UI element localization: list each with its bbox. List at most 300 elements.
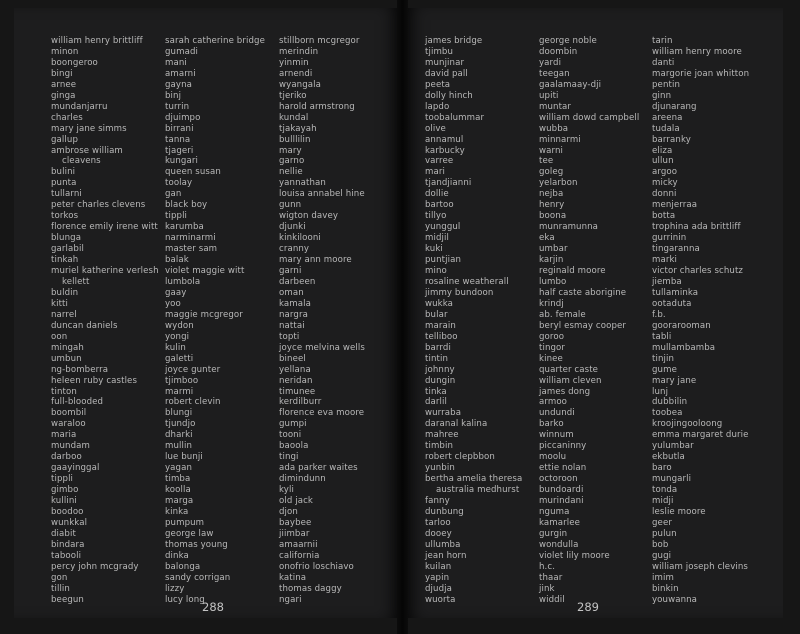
name-column [539, 36, 639, 606]
name-entry: goroo [539, 331, 565, 342]
name-entry: nejba [539, 189, 564, 200]
name-entry: ab. female [539, 309, 586, 320]
name-entry: toobea [652, 408, 683, 419]
name-entry: yapin [425, 572, 450, 583]
name-entry: onofrio loschiavo [279, 561, 354, 572]
name-entry: gon [51, 572, 68, 583]
name-column [165, 36, 265, 606]
name-entry: cranny [279, 244, 310, 255]
name-entry: william dowd campbell [539, 112, 640, 123]
name-entry: goleg [539, 167, 564, 178]
name-entry: koolla [165, 485, 191, 496]
name-entry: boongeroo [51, 57, 98, 68]
name-entry: darlil [425, 397, 448, 408]
name-entry: tinton [51, 386, 77, 397]
name-entry: old jack [279, 496, 313, 507]
name-entry: djunki [279, 222, 306, 233]
name-entry: half caste aborigine [539, 287, 627, 298]
name-entry: wuorta [425, 594, 456, 605]
name-entry: tippli [51, 474, 74, 485]
name-entry: marain [425, 320, 456, 331]
name-entry: menjerraa [652, 200, 698, 211]
name-entry: ekbutla [652, 452, 685, 463]
name-entry: kundal [279, 112, 309, 123]
name-entry: tee [539, 156, 554, 167]
name-entry: midji [652, 496, 674, 507]
name-entry: daranal kalina [425, 419, 488, 430]
name-entry: bular [425, 309, 448, 320]
name-entry: tillyo [425, 211, 447, 222]
name-entry: mari [425, 167, 445, 178]
name-entry: gurrinin [652, 233, 687, 244]
name-entry: baro [652, 463, 672, 474]
name-entry: argoo [652, 167, 678, 178]
name-entry: tullarni [51, 189, 82, 200]
name-entry: eliza [652, 145, 673, 156]
name-entry: bulllilin [279, 134, 311, 145]
name-entry: joyce gunter [165, 364, 221, 375]
name-entry: binkin [652, 583, 679, 594]
name-entry: gimbo [51, 485, 79, 496]
name-entry: djon [279, 506, 298, 517]
name-entry: kitti [51, 298, 68, 309]
name-entry: piccaninny [539, 441, 587, 452]
name-entry: violet lily moore [539, 550, 610, 561]
name-entry: dubbilin [652, 397, 688, 408]
name-entry: australia medhurst [436, 485, 520, 496]
name-entry: lapdo [425, 101, 450, 112]
name-entry: botta [652, 211, 676, 222]
name-entry: bingi [51, 68, 73, 79]
name-entry: heleen ruby castles [51, 375, 138, 386]
name-entry: thomas daggy [279, 583, 342, 594]
name-entry: yunbin [425, 463, 455, 474]
name-entry: james dong [539, 386, 591, 397]
name-entry: william henry brittliff [51, 36, 143, 46]
name-entry: upiti [539, 90, 559, 101]
name-entry: gumpi [279, 419, 307, 430]
name-entry: minnarmi [539, 134, 581, 145]
name-entry: fanny [425, 496, 450, 507]
name-entry: jiemba [652, 276, 682, 287]
name-entry: peter charles clevens [51, 200, 146, 211]
name-entry: jimmy bundoon [425, 287, 494, 298]
name-entry: harold armstrong [279, 101, 355, 112]
name-entry: leslie moore [652, 506, 706, 517]
name-entry: mary jane simms [51, 123, 127, 134]
name-entry: lunj [652, 386, 669, 397]
page-number: 288 [202, 600, 224, 614]
right-page [405, 8, 783, 618]
name-entry: bertha amelia theresa [425, 474, 523, 485]
name-entry: gume [652, 364, 677, 375]
name-entry: beegun [51, 594, 84, 605]
name-entry: arnee [51, 79, 77, 90]
name-entry: garlabil [51, 244, 84, 255]
name-entry: tudala [652, 123, 680, 134]
name-entry: tullaminka [652, 287, 699, 298]
name-entry: wurraba [425, 408, 462, 419]
name-entry: olive [425, 123, 446, 134]
name-entry: rosaline weatherall [425, 276, 509, 287]
name-entry: ngari [279, 594, 302, 605]
name-entry: tillin [51, 583, 70, 594]
name-entry: wyangala [279, 79, 322, 90]
name-entry: darboo [51, 452, 82, 463]
name-entry: katina [279, 572, 307, 583]
name-entry: micky [652, 178, 678, 189]
name-entry: topti [279, 331, 300, 342]
name-entry: jean horn [425, 550, 467, 561]
name-entry: oman [279, 287, 304, 298]
name-entry: bulini [51, 167, 76, 178]
name-entry: winnum [539, 430, 574, 441]
name-entry: blungi [165, 408, 193, 419]
name-entry: lucy long [165, 594, 205, 605]
page-number: 289 [577, 600, 599, 614]
name-entry: tanna [165, 134, 191, 145]
name-entry: yongi [165, 331, 190, 342]
name-entry: tjundjo [165, 419, 196, 430]
name-entry: jink [539, 583, 555, 594]
name-entry: mungarli [652, 474, 692, 485]
name-entry: wubba [539, 123, 569, 134]
name-entry: tingor [539, 342, 566, 353]
name-entry: djunarang [652, 101, 697, 112]
name-entry: tjimbu [425, 46, 454, 57]
name-entry: telliboo [425, 331, 458, 342]
name-entry: octoroon [539, 474, 578, 485]
name-entry: dimindunn [279, 474, 326, 485]
name-entry: puntjian [425, 255, 462, 266]
name-entry: widdil [539, 594, 565, 605]
name-entry: kellett [62, 276, 90, 287]
name-entry: imim [652, 572, 674, 583]
name-entry: balak [165, 255, 189, 266]
name-entry: gaalamaay-dji [539, 79, 602, 90]
name-entry: tinka [425, 386, 447, 397]
name-entry: nellie [279, 167, 303, 178]
name-entry: pulun [652, 528, 677, 539]
name-entry: munjinar [425, 57, 465, 68]
name-entry: yunggul [425, 222, 461, 233]
name-entry: maggie mcgregor [165, 309, 243, 320]
name-entry: bindara [51, 539, 85, 550]
name-entry: ullun [652, 156, 674, 167]
name-entry: tinkah [51, 255, 79, 266]
name-entry: johnny [425, 364, 455, 375]
name-entry: ootaduta [652, 298, 692, 309]
name-entry: balonga [165, 561, 201, 572]
name-entry: blunga [51, 233, 82, 244]
name-entry: binj [165, 90, 182, 101]
name-entry: narminarmi [165, 233, 216, 244]
name-entry: nargra [279, 309, 308, 320]
name-entry: pumpum [165, 517, 205, 528]
book-gutter [397, 0, 408, 634]
name-entry: dungin [425, 375, 456, 386]
name-entry: florence eva moore [279, 408, 365, 419]
name-entry: kinka [165, 506, 189, 517]
name-entry: mary [279, 145, 302, 156]
name-entry: kungari [165, 156, 198, 167]
name-entry: gaay [165, 287, 187, 298]
name-entry: victor charles schutz [652, 266, 744, 277]
name-entry: galetti [165, 353, 194, 364]
name-entry: full-blooded [51, 397, 104, 408]
name-entry: oon [51, 331, 68, 342]
name-entry: kuilan [425, 561, 452, 572]
name-entry: tingaranna [652, 244, 700, 255]
name-entry: dinka [165, 550, 189, 561]
name-entry: bob [652, 539, 669, 550]
name-entry: george noble [539, 36, 597, 46]
name-entry: neridan [279, 375, 313, 386]
name-entry: geer [652, 517, 672, 528]
name-entry: marga [165, 496, 194, 507]
name-entry: gayna [165, 79, 193, 90]
name-entry: djuimpo [165, 112, 201, 123]
name-entry: goorarooman [652, 320, 711, 331]
name-entry: louisa annabel hine [279, 189, 365, 200]
name-entry: lizzy [165, 583, 185, 594]
name-entry: mary jane [652, 375, 697, 386]
name-entry: william joseph clevins [652, 561, 748, 572]
name-entry: toolay [165, 178, 193, 189]
name-entry: h.c. [539, 561, 556, 572]
name-entry: timbin [425, 441, 454, 452]
name-entry: tooni [279, 430, 302, 441]
name-entry: mingah [51, 342, 84, 353]
name-entry: jiimbar [279, 528, 310, 539]
name-entry: yardi [539, 57, 562, 68]
name-entry: djudja [425, 583, 452, 594]
name-entry: dunbung [425, 506, 464, 517]
name-entry: tarin [652, 36, 673, 46]
name-entry: tjeriko [279, 90, 307, 101]
name-entry: doombin [539, 46, 578, 57]
name-entry: yinmin [279, 57, 309, 68]
name-entry: f.b. [652, 309, 666, 320]
name-column [51, 36, 159, 606]
name-entry: mary ann moore [279, 255, 352, 266]
name-entry: eka [539, 233, 555, 244]
name-entry: wigton davey [279, 211, 339, 222]
name-entry: sarah catherine bridge [165, 36, 265, 46]
name-entry: buldin [51, 287, 79, 298]
name-entry: gaayinggal [51, 463, 100, 474]
name-entry: armoo [539, 397, 568, 408]
name-column [279, 36, 365, 606]
name-entry: amaarnii [279, 539, 318, 550]
name-entry: nattai [279, 320, 305, 331]
name-entry: warni [539, 145, 564, 156]
name-entry: turrin [165, 101, 190, 112]
name-entry: waraloo [51, 419, 86, 430]
name-entry: timba [165, 474, 191, 485]
name-entry: minon [51, 46, 79, 57]
name-entry: beryl esmay cooper [539, 320, 627, 331]
name-entry: muntar [539, 101, 572, 112]
name-entry: quarter caste [539, 364, 599, 375]
name-entry: mino [425, 266, 447, 277]
name-entry: william henry moore [652, 46, 742, 57]
name-entry: ada parker waites [279, 463, 358, 474]
name-entry: kamala [279, 298, 311, 309]
name-entry: robert clepbbon [425, 452, 495, 463]
name-entry: karbucky [425, 145, 465, 156]
name-entry: peeta [425, 79, 451, 90]
name-entry: narrel [51, 309, 77, 320]
name-entry: karjin [539, 255, 564, 266]
name-entry: karumba [165, 222, 204, 233]
name-entry: black boy [165, 200, 208, 211]
name-entry: donni [652, 189, 677, 200]
name-entry: midjil [425, 233, 449, 244]
name-entry: moolu [539, 452, 567, 463]
name-entry: wukka [425, 298, 454, 309]
name-entry: garni [279, 266, 302, 277]
name-entry: ullumba [425, 539, 461, 550]
name-entry: dharki [165, 430, 193, 441]
name-entry: henry [539, 200, 565, 211]
name-entry: bineel [279, 353, 306, 364]
name-entry: boodoo [51, 506, 84, 517]
name-entry: murindani [539, 496, 584, 507]
name-entry: bundoardi [539, 485, 584, 496]
name-entry: tjimboo [165, 375, 199, 386]
name-entry: nguma [539, 506, 570, 517]
name-entry: boombil [51, 408, 87, 419]
name-entry: ettie nolan [539, 463, 587, 474]
name-entry: wunkkal [51, 517, 88, 528]
name-entry: yagan [165, 463, 193, 474]
name-entry: maria [51, 430, 77, 441]
name-entry: munramunna [539, 222, 599, 233]
name-entry: lumbola [165, 276, 201, 287]
name-entry: birrani [165, 123, 194, 134]
name-entry: dooey [425, 528, 452, 539]
name-entry: tabooli [51, 550, 82, 561]
name-entry: joyce melvina wells [279, 342, 365, 353]
name-entry: duncan daniels [51, 320, 118, 331]
name-entry: robert clevin [165, 397, 221, 408]
name-entry: gan [165, 189, 182, 200]
name-entry: danti [652, 57, 675, 68]
name-entry: youwanna [652, 594, 698, 605]
name-column [652, 36, 749, 606]
name-entry: kamarlee [539, 517, 581, 528]
name-entry: margorie joan whitton [652, 68, 750, 79]
name-entry: undundi [539, 408, 575, 419]
name-entry: stillborn mcgregor [279, 36, 360, 46]
name-entry: gallup [51, 134, 78, 145]
name-entry: ginn [652, 90, 672, 101]
name-entry: dolly hinch [425, 90, 473, 101]
name-entry: yelarbon [539, 178, 578, 189]
name-entry: queen susan [165, 167, 221, 178]
name-entry: kuki [425, 244, 443, 255]
name-entry: ng-bomberra [51, 364, 109, 375]
name-entry: yulumbar [652, 441, 694, 452]
name-entry: baybee [279, 517, 312, 528]
name-entry: areena [652, 112, 683, 123]
name-entry: timunee [279, 386, 316, 397]
name-entry: kerdilburr [279, 397, 322, 408]
name-entry: emma margaret durie [652, 430, 749, 441]
name-entry: violet maggie witt [165, 266, 245, 277]
name-entry: kullini [51, 496, 77, 507]
name-entry: tinjin [652, 353, 675, 364]
name-entry: tjandjianni [425, 178, 472, 189]
name-entry: gumadi [165, 46, 198, 57]
name-entry: tonda [652, 485, 678, 496]
name-entry: tarloo [425, 517, 451, 528]
name-entry: punta [51, 178, 77, 189]
name-entry: kulin [165, 342, 186, 353]
name-entry: barranky [652, 134, 691, 145]
name-entry: baoola [279, 441, 309, 452]
name-entry: torkos [51, 211, 79, 222]
name-entry: mani [165, 57, 187, 68]
name-entry: tingi [279, 452, 299, 463]
name-entry: wydon [165, 320, 194, 331]
name-entry: kinkilooni [279, 233, 321, 244]
name-entry: umbar [539, 244, 568, 255]
name-entry: mundanjarru [51, 101, 108, 112]
name-entry: george law [165, 528, 214, 539]
name-entry: cleavens [62, 156, 101, 167]
name-entry: yoo [165, 298, 181, 309]
name-entry: diabit [51, 528, 76, 539]
name-entry: pentin [652, 79, 680, 90]
name-entry: ambrose william [51, 145, 123, 156]
name-entry: umbun [51, 353, 82, 364]
name-entry: thaar [539, 572, 563, 583]
name-entry: gugi [652, 550, 672, 561]
name-entry: sandy corrigan [165, 572, 231, 583]
name-entry: mullin [165, 441, 193, 452]
name-entry: darbeen [279, 276, 316, 287]
name-entry: boona [539, 211, 567, 222]
name-entry: marki [652, 255, 678, 266]
name-entry: muriel katherine verlesh [51, 266, 159, 277]
name-entry: varree [425, 156, 454, 167]
name-entry: krindj [539, 298, 564, 309]
name-entry: tabli [652, 331, 672, 342]
name-entry: marmi [165, 386, 194, 397]
name-entry: mahree [425, 430, 459, 441]
name-entry: william cleven [539, 375, 602, 386]
name-entry: florence emily irene witt [51, 222, 158, 233]
name-column [425, 36, 522, 606]
name-entry: lue bunji [165, 452, 203, 463]
name-entry: charles [51, 112, 83, 123]
name-entry: kyli [279, 485, 294, 496]
name-entry: barrdi [425, 342, 451, 353]
name-entry: tjageri [165, 145, 194, 156]
name-entry: mundam [51, 441, 90, 452]
name-entry: kinee [539, 353, 563, 364]
name-entry: gurgin [539, 528, 568, 539]
name-entry: gunn [279, 200, 302, 211]
left-page [14, 8, 400, 618]
name-entry: teegan [539, 68, 570, 79]
name-entry: tippli [165, 211, 188, 222]
name-entry: california [279, 550, 320, 561]
name-entry: dollie [425, 189, 449, 200]
name-entry: amarni [165, 68, 196, 79]
